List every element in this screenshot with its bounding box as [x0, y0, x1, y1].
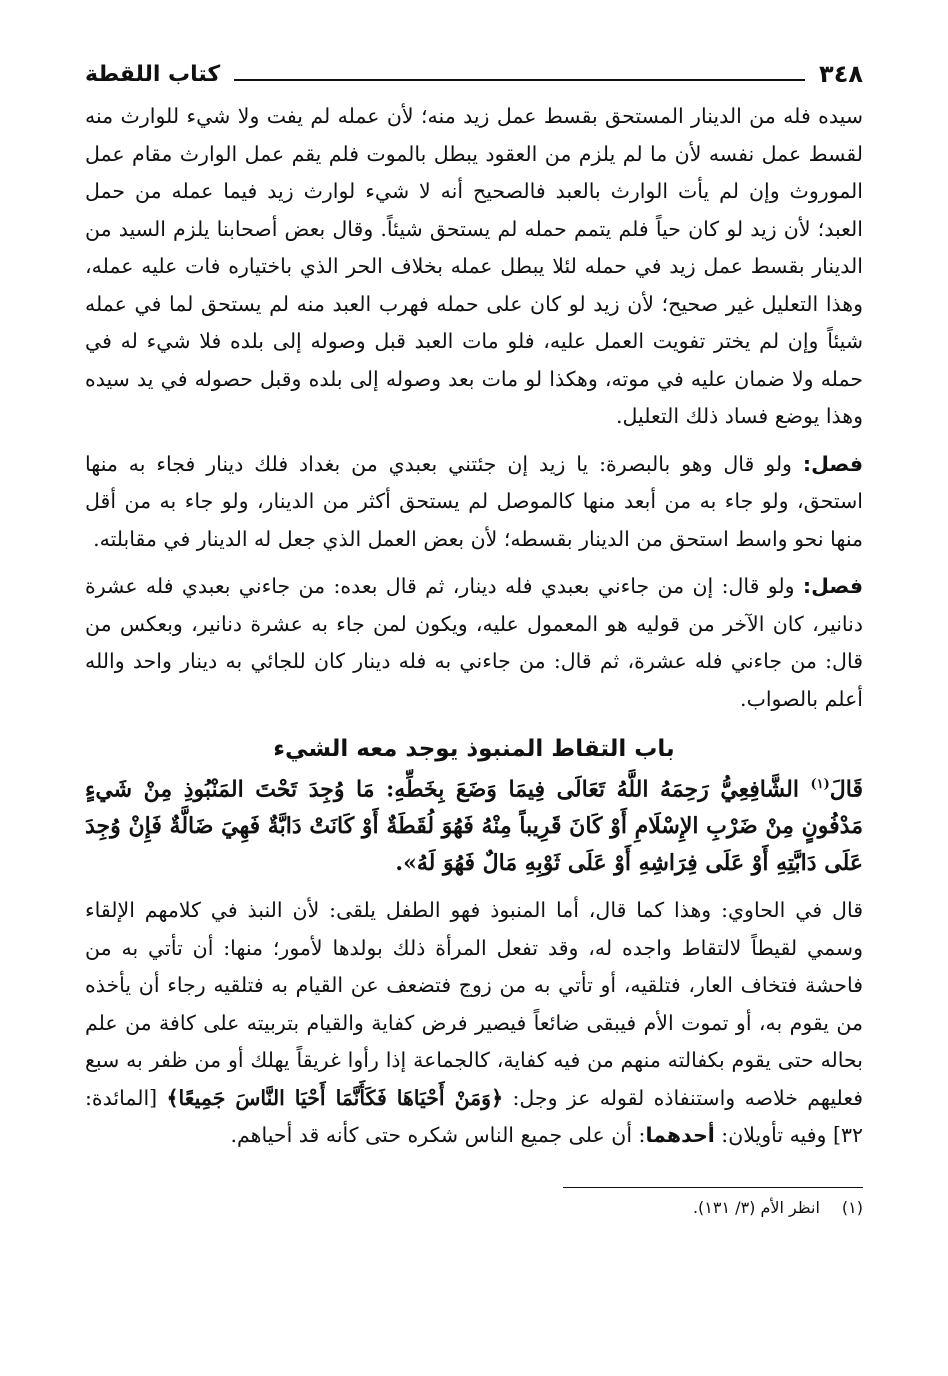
section-label: فصل: — [802, 451, 863, 476]
paragraph-4-text-c: : أن على جميع الناس شكره حتى كأنه قد أحياهم. — [230, 1123, 646, 1148]
verse-reference: [المائدة: ٣٢] — [85, 1085, 863, 1148]
paragraph-2-text: ولو قال وهو بالبصرة: يا زيد إن جئتني بعبدي من بغداد فلك دينار فجاء به منها استحق، ولو جاء به من أبعد منها كالموصل لم يستحق أكثر من الدينار، ولو جاء به من أقل منها نحو واسط استحق من الدينار بقسطه؛ لأن بعض العمل الذي جعل له الدينار في مقابلته. — [85, 451, 863, 551]
paragraph-4-text-b: وفيه تأويلان: — [714, 1123, 827, 1148]
paragraph-4 — [85, 892, 863, 1155]
quote-text: الشَّافِعِيُّ رَحِمَهُ اللَّهُ تَعَالَى فِيمَا وَضَعَ بِخَطِّهِ: مَا وُجِدَ تَحْتَ المَنْبُوذِ مِنْ شَيءٍ مَدْفُونٍ مِنْ ضَرْبِ الإِسْلَامِ أَوْ كَانَ قَرِيباً مِنْهُ فَهُوَ لُقَطَةٌ أَوْ كَانَتْ دَابَّةٌ فَهِيَ ضَالَّةٌ فَإِنْ وُجِدَ عَلَى دَابَّتِهِ أَوْ عَلَى فِرَاشِهِ أَوْ عَلَى ثَوْبِهِ مَالٌ فَهُوَ لَهُ». — [85, 776, 863, 877]
chapter-title: باب التقاط المنبوذ يوجد معه الشيء — [273, 736, 675, 762]
paragraph-2 — [85, 446, 863, 559]
footnote-text: انظر الأم (٣/ ١٣١). — [692, 1197, 820, 1217]
first-interpretation-label: أحدهما — [645, 1123, 715, 1148]
quran-verse: ﴿وَمَنْ أَحْيَاهَا فَكَأَنَّمَا أَحْيَا النَّاسَ جَمِيعًا﴾ — [166, 1085, 504, 1110]
paragraph-3-text: ولو قال: إن من جاءني بعبدي فله دينار، ثم قال بعده: من جاءني بعبدي فله عشرة دنانير، كان الآخر من قوليه هو المعمول عليه، ويكون لمن جاء به عشرة دنانير، وبعكس من قال: من جاءني فله عشرة، ثم قال: من جاءني به فله دينار كان للجائي به دينار واحد والله أعلم بالصواب. — [85, 574, 863, 711]
footnote-rule — [563, 1187, 863, 1188]
footnote-reference: (١) — [810, 777, 830, 792]
page-number: ٣٤٨ — [819, 60, 863, 88]
running-header — [85, 58, 863, 90]
footnote — [85, 1198, 863, 1217]
header-rule — [234, 79, 805, 81]
paragraph-1: سيده فله من الدينار المستحق بقسط عمل زيد منه؛ لأن عمله لم يفت ولا شيء للوارث منه لقسط عمل نفسه لأن ما لم يلزم من العقود يبطل بالموت فلم يقم عمل الوارث مقام عمل الموروث وإن لم يأت الوارث بالعبد فالصحيح أنه لا شيء لوارث زيد فيما عمله من حمل العبد؛ لأن زيد لو كان حياً فلم يتمم حمله لم يستحق شيئاً. وقال بعض أصحابنا يلزم السيد من الدينار بقسط عمل زيد في حمله لئلا يبطل عمله بخلاف الحر الذي باختياره فات عليه عمله، وهذا التعليل غير صحيح؛ لأن زيد لو كان على حمله فهرب العبد منه لم يستحق لما في عمله شيئاً وإن لم يختر تفويت العمل عليه، فلو مات العبد قبل وصوله إلى بلده فلا شيء له في حمله ولا ضمان عليه في موته، وهكذا لو مات بعد وصوله إلى بلده وقبل حصوله في يد سيده وهذا يوضع فساد ذلك التعليل. — [85, 104, 864, 428]
section-label: فصل: — [802, 574, 863, 598]
quote-opening: قَالَ — [829, 776, 863, 803]
paragraph-3 — [85, 568, 863, 718]
paragraph-4-text-a: قال في الحاوي: وهذا كما قال، أما المنبوذ فهو الطفل يلقى: لأن النبذ في كلامهم الإلقاء وسمي لقيطاً لالتقاط واجده له، وقد تفعل المرأة ذلك بولدها لأمور؛ منها: أن تأتي به من فاحشة فتخاف العار، فتلقيه، أو تأتي به من زوج فتضعف عن القيام به فتلقيه رجاء أن يأخذه من يقوم به، أو تموت الأم فيبقى ضائعاً فيصير فرض كفاية والقيام بتربيته على كافة من علم بحاله حتى يقوم بكفالته منهم من فيه كفاية، كالجماعة إذا رأوا غريقاً يهلك أو من ظفر به سبع فعليهم خلاصه واستنفاذه لقوله عز وجل: — [85, 898, 864, 1110]
page — [85, 58, 863, 1217]
shafii-quote — [85, 766, 863, 882]
footnote-marker: (١) — [841, 1197, 863, 1217]
book-title: كتاب اللقطة — [85, 61, 221, 87]
